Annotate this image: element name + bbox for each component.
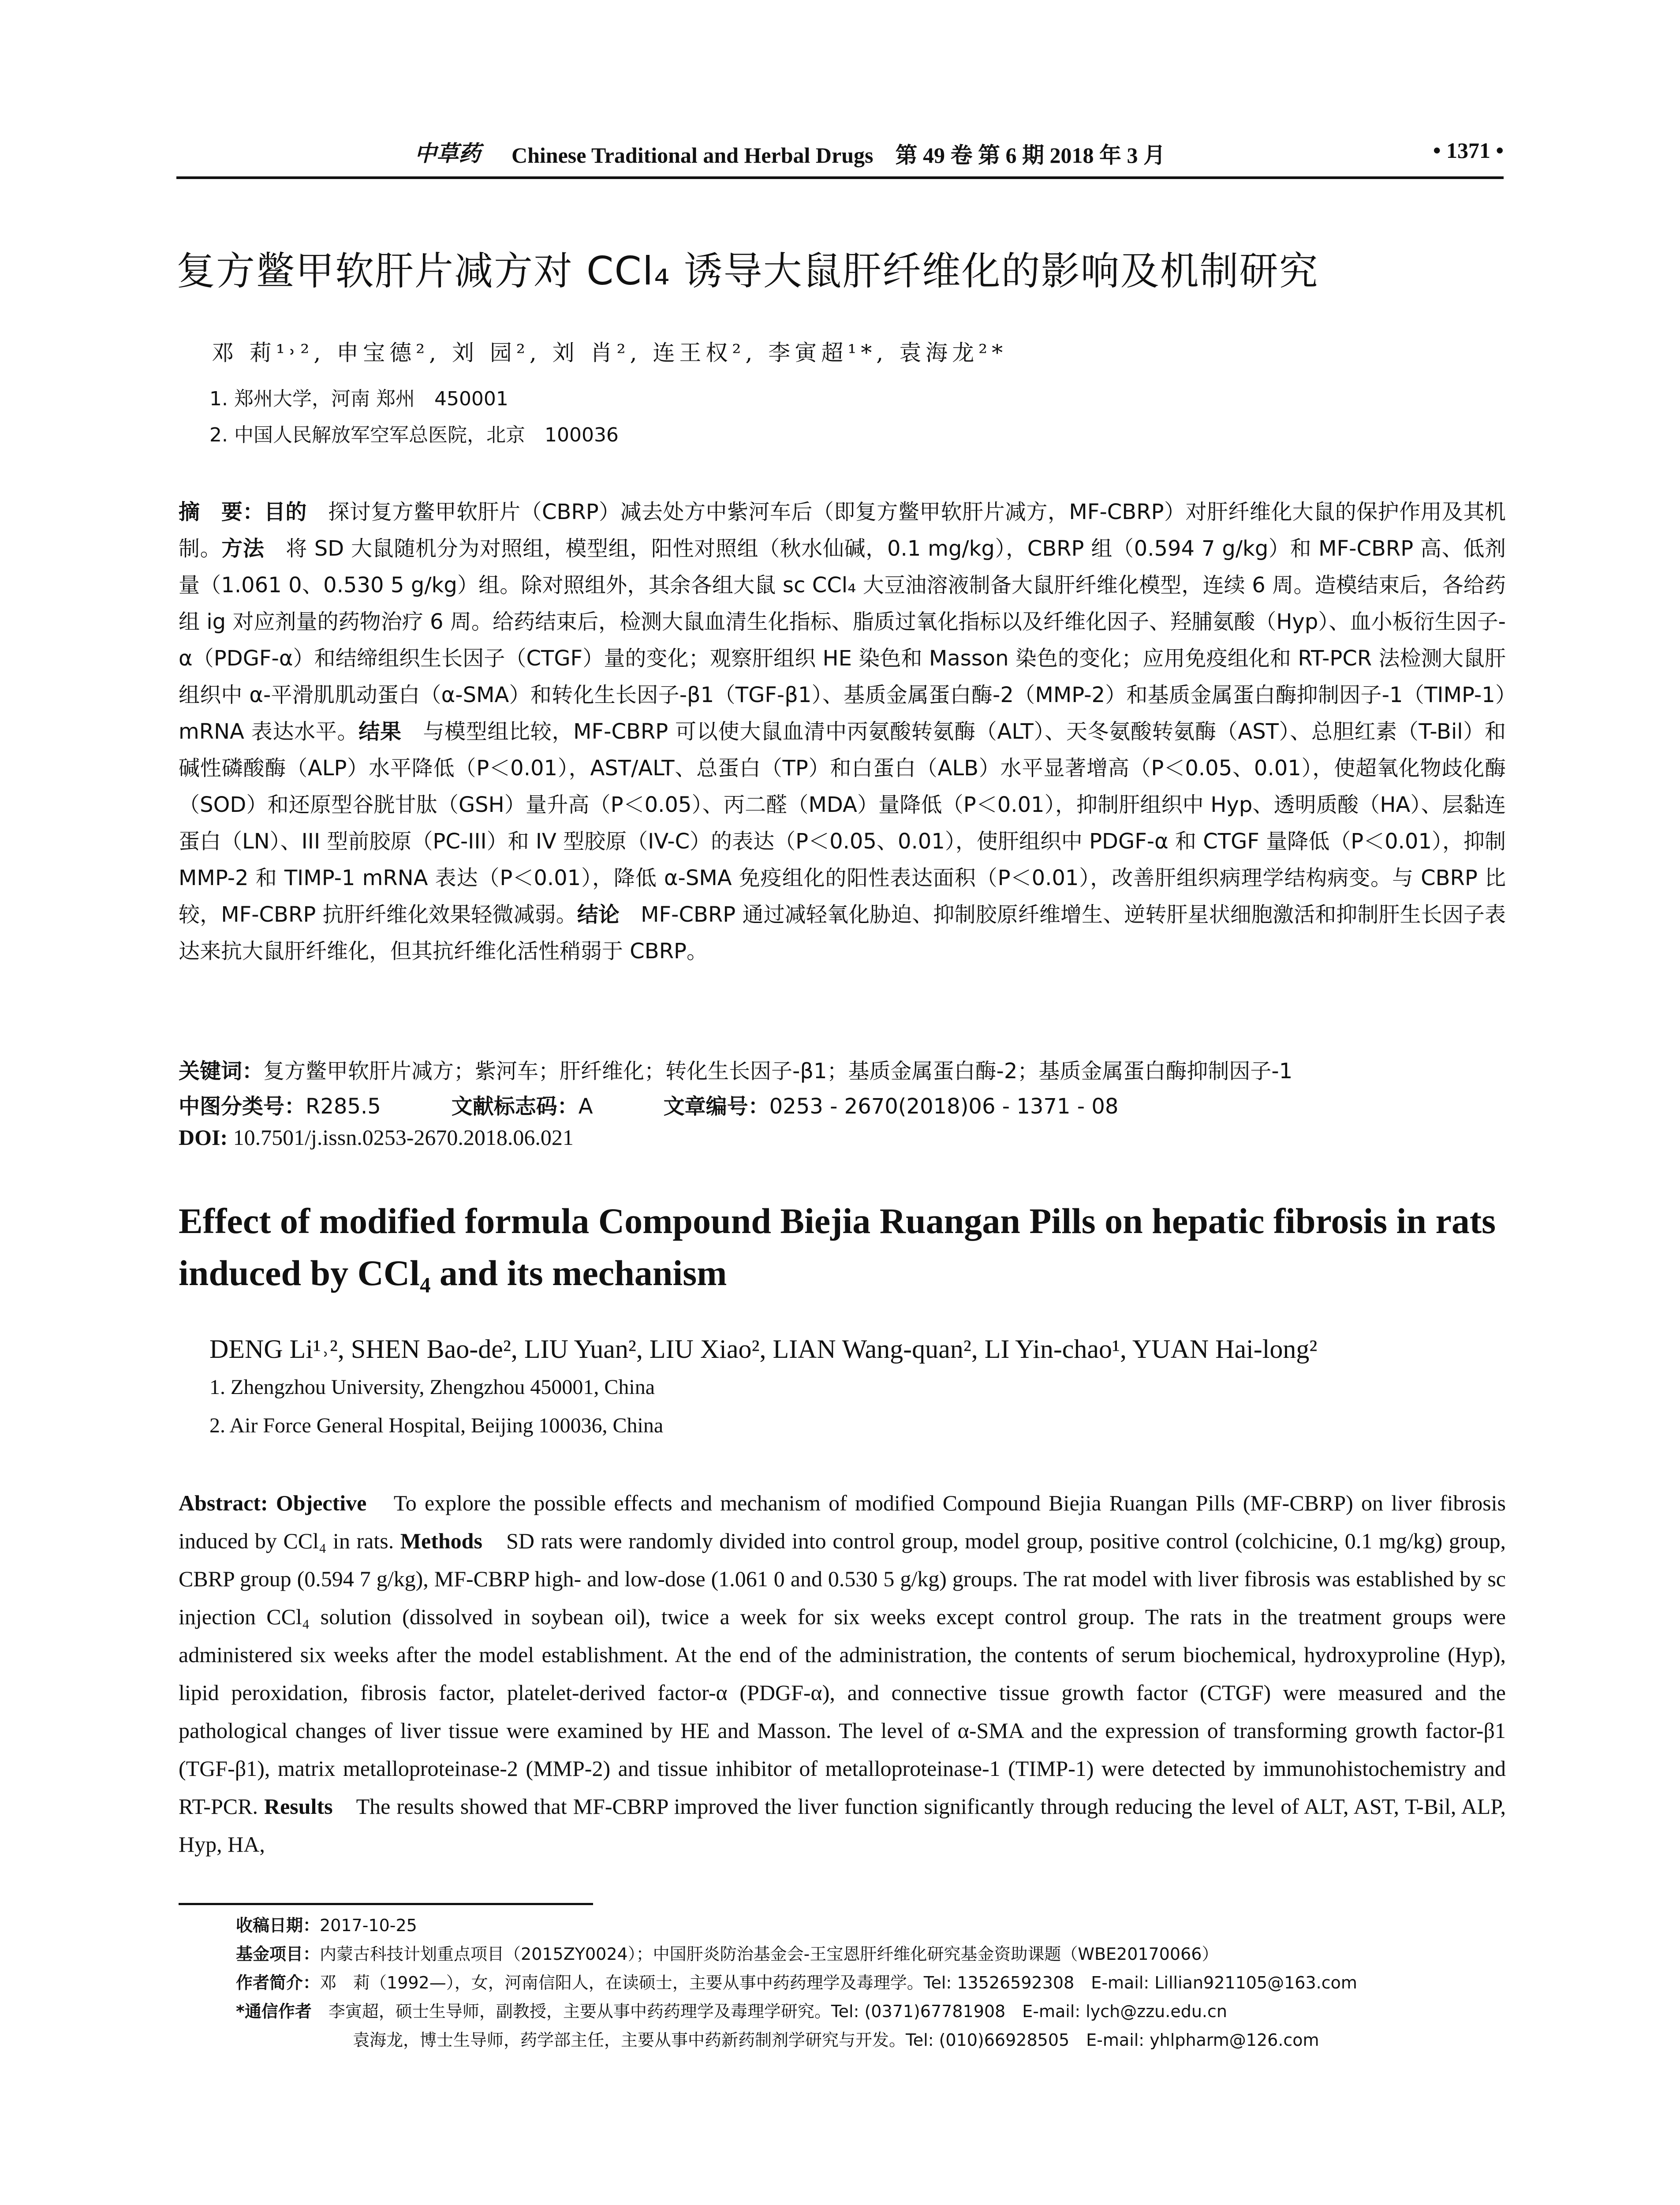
- cn-methods-label: 方法: [221, 536, 265, 561]
- cn-objective: 探讨复方鳖甲软肝片（CBRP）减去处方中紫河车后（即复方鳖甲软肝片减方，MF-CBRP）对肝纤维化大鼠的保护作用及其机制。: [179, 500, 1506, 561]
- footnote-received: [236, 1912, 417, 1936]
- footnote-fund: [236, 1940, 1218, 1965]
- author-label: 作者简介：: [236, 1973, 320, 1992]
- journal-logo: 中草药: [414, 140, 481, 166]
- cn-results-label: 结果: [358, 719, 402, 744]
- footnote-corresponding-2: 袁海龙，博士生导师，药学部主任，主要从事中药新药制剂学研究与开发。Tel: (010)66928505 E-mail: yhlpharm@126.com: [353, 2030, 1319, 2050]
- clc-label: 中图分类号：: [179, 1094, 306, 1119]
- footnote-corresponding-1: [236, 1998, 1227, 2022]
- doi-line: [179, 1125, 574, 1150]
- footnote-author: [236, 1969, 1357, 1993]
- cn-affiliation-2: 2. 中国人民解放军空军总医院，北京 100036: [209, 424, 619, 446]
- en-methods: SD rats were randomly divided into control group, model group, positive control (colchicine, 0.1 mg/kg) group, CBRP group (0.594 7 g/kg), MF-CBRP high- and low-dose (1.061 0 and 0.530 5 g/kg) groups. The rat model with liver fibrosis was established by sc injection CCl₄ solution (dissolved in soybean oil), twice a week for six weeks except control group. The rats in the treatment groups were administered six weeks after the model establishment. At the end of the administration, the contents of serum biochemical, hydroxyproline (Hyp), lipid peroxidation, fibrosis factor, platelet-derived factor-α (PDGF-α), and connective tissue growth factor (CTGF) were measured and the pathological changes of liver tissue were examined by HE and Masson. The level of α-SMA and the expression of transforming growth factor-β1 (TGF-β1), matrix metalloproteinase-2 (MMP-2) and tissue inhibitor of metalloproteinase-1 (TIMP-1) were detected by immunohistochemistry and RT-PCR.: [179, 1529, 1506, 1819]
- corresponding-1: 李寅超，硕士生导师，副教授，主要从事中药药理学及毒理学研究。Tel: (0371)67781908 E-mail: lych@zzu.edu.cn: [311, 2002, 1227, 2021]
- article-number-value: 0253 - 2670(2018)06 - 1371 - 08: [769, 1094, 1119, 1119]
- journal-info: Chinese Traditional and Herbal Drugs 第 49 卷 第 6 期 2018 年 3 月: [511, 143, 1165, 168]
- doc-code-label: 文献标志码：: [451, 1094, 579, 1119]
- cn-abstract: [179, 494, 1506, 970]
- corresponding-label: *通信作者: [236, 2002, 312, 2021]
- en-methods-label: Methods: [400, 1529, 482, 1553]
- en-affiliation-1: 1. Zhengzhou University, Zhengzhou 450001, China: [209, 1375, 655, 1399]
- cn-methods: 将 SD 大鼠随机分为对照组，模型组，阳性对照组（秋水仙碱，0.1 mg/kg），CBRP 组（0.594 7 g/kg）和 MF-CBRP 高、低剂量（1.061 0、0.530 5 g/kg）组。除对照组外，其余各组大鼠 sc CCl₄ 大豆油溶液制备大鼠肝纤维化模型，连续 6 周。造模结束后，各给药组 ig 对应剂量的药物治疗 6 周。给药结束后，检测大鼠血清生化指标、脂质过氧化指标以及纤维化因子、羟脯氨酸（Hyp）、血小板衍生因子-α（PDGF-α）和结缔组织生长因子（CTGF）量的变化；观察肝组织 HE 染色和 Masson 染色的变化；应用免疫组化和 RT-PCR 法检测大鼠肝组织中 α-平滑肌肌动蛋白（α-SMA）和转化生长因子-β1（TGF-β1）、基质金属蛋白酶-2（MMP-2）和基质金属蛋白酶抑制因子-1（TIMP-1）mRNA 表达水平。: [179, 536, 1506, 744]
- en-authors: DENG Li¹˒², SHEN Bao-de², LIU Yuan², LIU Xiao², LIAN Wang-quan², LI Yin-chao¹, YUAN Hai-long²: [209, 1334, 1318, 1364]
- doc-code-value: A: [578, 1094, 593, 1119]
- cn-classification: [179, 1089, 1118, 1120]
- cn-abstract-label: 摘 要：目的: [179, 500, 307, 524]
- en-abstract: [179, 1484, 1506, 1863]
- article-number-label: 文章编号：: [663, 1094, 769, 1119]
- author-value: 邓 莉（1992—），女，河南信阳人，在读硕士，主要从事中药药理学及毒理学。Tel: 13526592308 E-mail: Lillian921105@163.com: [320, 1973, 1357, 1992]
- doi-value[interactable]: 10.7501/j.issn.0253-2670.2018.06.021: [228, 1125, 574, 1150]
- running-header: [176, 132, 1504, 179]
- cn-keywords: [179, 1054, 1506, 1084]
- en-abstract-label: Abstract: Objective: [179, 1491, 367, 1515]
- cn-results: 与模型组比较，MF-CBRP 可以使大鼠血清中丙氨酸转氨酶（ALT）、天冬氨酸转氨酶（AST）、总胆红素（T-Bil）和碱性磷酸酶（ALP）水平降低（P＜0.01），AST/ALT、总蛋白（TP）和白蛋白（ALB）水平显著增高（P＜0.05、0.01），使超氧化物歧化酶（SOD）和还原型谷胱甘肽（GSH）量升高（P＜0.05）、丙二醛（MDA）量降低（P＜0.01），抑制肝组织中 Hyp、透明质酸（HA）、层黏连蛋白（LN）、III 型前胶原（PC-III）和 IV 型胶原（IV-C）的表达（P＜0.05、0.01），使肝组织中 PDGF-α 和 CTGF 量降低（P＜0.01），抑制 MMP-2 和 TIMP-1 mRNA 表达（P＜0.01），降低 α-SMA 免疫组化的阳性表达面积（P＜0.01），改善肝组织病理学结构病变。与 CBRP 比较，MF-CBRP 抗肝纤维化效果轻微减弱。: [179, 719, 1506, 927]
- en-results-label: Results: [264, 1794, 333, 1819]
- cn-title: 复方鳖甲软肝片减方对 CCl₄ 诱导大鼠肝纤维化的影响及机制研究: [176, 248, 1319, 294]
- cn-keywords-text: 复方鳖甲软肝片减方；紫河车；肝纤维化；转化生长因子-β1；基质金属蛋白酶-2；基质金属蛋白酶抑制因子-1: [263, 1059, 1293, 1084]
- fund-value: 内蒙古科技计划重点项目（2015ZY0024）；中国肝炎防治基金会-王宝恩肝纤维化研究基金资助课题（WBE20170066）: [320, 1944, 1219, 1964]
- cn-conclusion: MF-CBRP 通过减轻氧化胁迫、抑制胶原纤维增生、逆转肝星状细胞激活和抑制肝生长因子表达来抗大鼠肝纤维化，但其抗纤维化活性稍弱于 CBRP。: [179, 902, 1506, 964]
- cn-conclusion-label: 结论: [577, 902, 620, 927]
- doi-label: DOI:: [179, 1125, 228, 1150]
- page-number: • 1371 •: [1433, 138, 1504, 163]
- cn-affiliation-1: 1. 郑州大学，河南 郑州 450001: [209, 388, 508, 410]
- received-label: 收稿日期：: [236, 1916, 320, 1935]
- cn-authors: 邓 莉¹˒², 申宝德², 刘 园², 刘 肖², 连王权², 李寅超¹*, 袁海龙²*: [212, 340, 1008, 366]
- clc-value: R285.5: [306, 1094, 381, 1119]
- en-objective: To explore the possible effects and mechanism of modified Compound Biejia Ruangan Pills (MF-CBRP) on liver fibrosis induced by CCl₄ in rats.: [179, 1491, 1506, 1553]
- fund-label: 基金项目：: [236, 1944, 320, 1964]
- en-title: Effect of modified formula Compound Biejia Ruangan Pills on hepatic fibrosis in rats induced by CCl₄ and its mechanism: [179, 1201, 1496, 1293]
- received-value: 2017-10-25: [320, 1916, 417, 1935]
- en-affiliation-2: 2. Air Force General Hospital, Beijing 100036, China: [209, 1414, 664, 1437]
- cn-keywords-label: 关键词：: [179, 1059, 264, 1084]
- footnote-rule: [179, 1903, 593, 1905]
- en-results: The results showed that MF-CBRP improved the liver function significantly through reducing the level of ALT, AST, T-Bil, ALP, Hyp, HA,: [179, 1794, 1506, 1857]
